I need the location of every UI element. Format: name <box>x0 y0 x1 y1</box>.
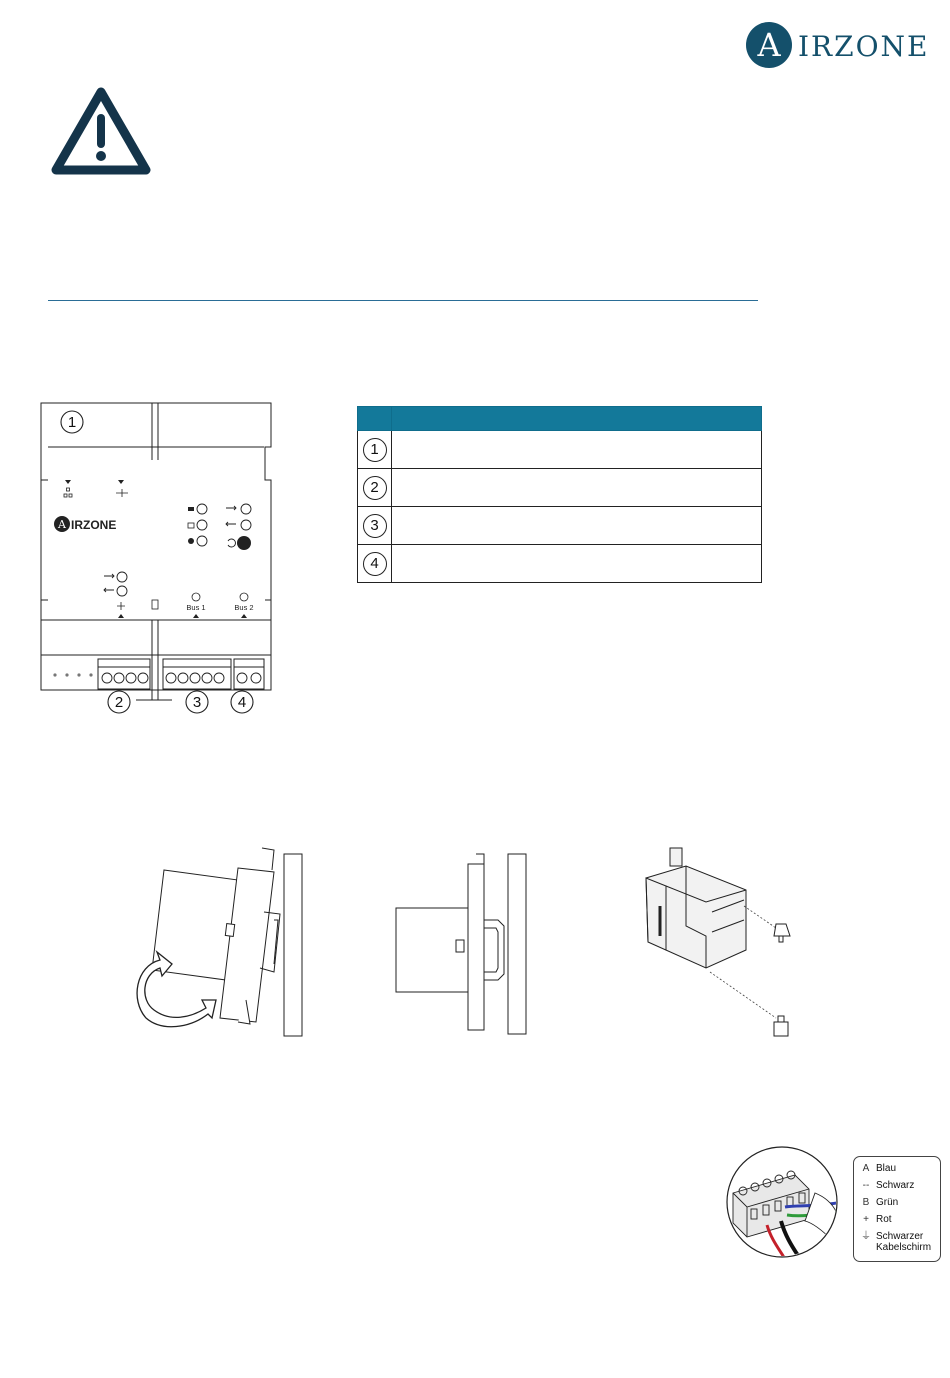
legend-item-green <box>856 1197 936 1214</box>
bus1-label: Bus 1 <box>186 603 206 612</box>
row-description <box>392 431 762 469</box>
legend-label: Blau <box>876 1163 897 1174</box>
callout-1: 1 <box>67 414 77 431</box>
table-row <box>358 469 762 507</box>
row-number: 4 <box>363 552 387 576</box>
legend-table-header <box>358 407 762 431</box>
bus-a-icon: A <box>862 1163 870 1174</box>
warning-triangle-icon <box>50 86 152 178</box>
plus-icon: + <box>863 1214 869 1225</box>
connector-legend-table <box>357 406 762 583</box>
callout-4: 4 <box>237 694 247 711</box>
ground-icon: ⏚ <box>861 1231 871 1242</box>
table-row <box>358 545 762 583</box>
row-number: 1 <box>363 438 387 462</box>
row-description <box>392 545 762 583</box>
wiring-connector-illustration <box>725 1145 839 1259</box>
logo-mark <box>746 22 792 68</box>
table-row <box>358 431 762 469</box>
callout-2: 2 <box>114 694 124 711</box>
bus-b-icon: B <box>862 1197 870 1208</box>
legend-label: Grün <box>876 1197 899 1208</box>
logo-initial: A <box>757 26 781 64</box>
bus2-label: Bus 2 <box>234 603 254 612</box>
minus-icon: -- <box>862 1180 870 1191</box>
mounting-step-screw-illustration <box>626 840 816 1046</box>
wire-color-legend <box>853 1156 941 1262</box>
legend-label-line2: Kabelschirm <box>876 1242 932 1253</box>
legend-item-black <box>856 1180 936 1197</box>
legend-label: Rot <box>876 1214 892 1225</box>
row-number: 2 <box>363 476 387 500</box>
row-number: 3 <box>363 514 387 538</box>
row-description <box>392 507 762 545</box>
section-divider <box>48 300 758 301</box>
airzone-logo <box>746 22 932 70</box>
device-brand-initial: A <box>58 518 66 531</box>
header-cell-number <box>358 407 392 431</box>
legend-label: Schwarz <box>876 1180 915 1191</box>
legend-item-red <box>856 1214 936 1231</box>
legend-item-shield <box>856 1231 936 1255</box>
device-brand-word: IRZONE <box>71 518 117 532</box>
device-front-diagram <box>38 400 274 718</box>
header-cell-description <box>392 407 762 431</box>
legend-item-blue <box>856 1163 936 1180</box>
logo-word: IRZONE <box>798 30 930 63</box>
row-description <box>392 469 762 507</box>
mounting-step-rotate-illustration <box>124 840 320 1046</box>
legend-label: Schwarzer <box>876 1231 924 1242</box>
mounting-step-clipped-illustration <box>380 840 540 1046</box>
table-row <box>358 507 762 545</box>
callout-3: 3 <box>192 694 202 711</box>
